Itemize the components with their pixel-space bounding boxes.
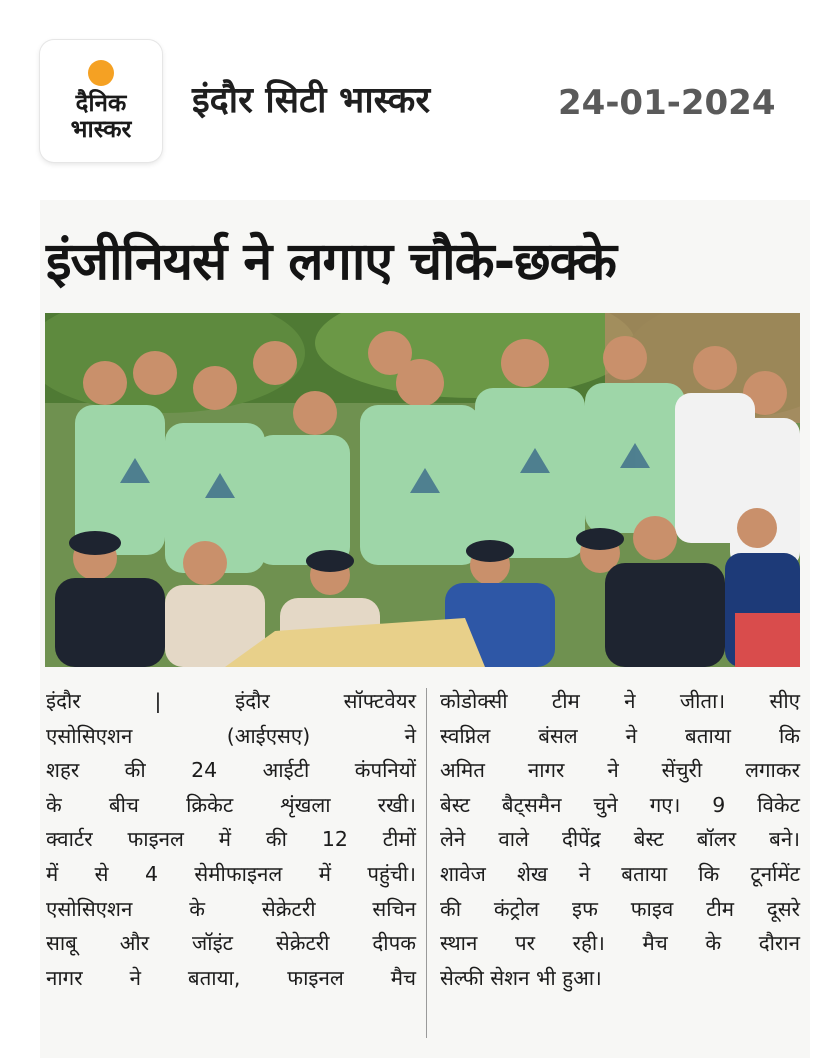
article-line: इंदौर | इंदौर सॉफ्टवेयर bbox=[46, 689, 416, 713]
article-line: क्वार्टर फाइनल में की 12 टीमों bbox=[46, 827, 416, 852]
article-line: स्वप्निल बंसल ने बताया कि bbox=[440, 723, 800, 748]
edition-title: इंदौर सिटी भास्कर bbox=[192, 80, 431, 121]
article-line: शावेज शेख ने बताया कि टूर्नामेंट bbox=[440, 861, 800, 886]
article-line: में से 4 सेमीफाइनल में पहुंची। bbox=[46, 861, 416, 886]
article-line: शहर की 24 आईटी कंपनियों bbox=[46, 758, 416, 783]
article-line: कोडोक्सी टीम ने जीता। सीए bbox=[440, 689, 800, 713]
article-line: साबू और जॉइंट सेक्रेटरी दीपक bbox=[46, 931, 416, 956]
logo-line-1: दैनिक bbox=[75, 89, 127, 117]
article-line: बेस्ट बैट्समैन चुने गए। 9 विकेट bbox=[440, 792, 800, 817]
article-line: लेने वाले दीपेंद्र बेस्ट बॉलर बने। bbox=[440, 827, 800, 852]
article-line: की कंट्रोल इफ फाइव टीम दूसरे bbox=[440, 896, 800, 921]
article-line: के बीच क्रिकेट शृंखला रखी। bbox=[46, 792, 416, 817]
column-divider bbox=[426, 688, 427, 1038]
article-headline: इंजीनियर्स ने लगाए चौके-छक्के bbox=[46, 232, 616, 292]
team-photo-illustration bbox=[45, 313, 800, 667]
dainik-bhaskar-logo bbox=[40, 40, 162, 162]
article-line: स्थान पर रही। मैच के दौरान bbox=[440, 931, 800, 956]
article-line: सेल्फी सेशन भी हुआ। bbox=[440, 965, 602, 990]
sun-icon bbox=[88, 60, 114, 86]
article-right-column bbox=[440, 684, 800, 995]
team-photo bbox=[45, 313, 800, 667]
publication-date: 24-01-2024 bbox=[558, 83, 776, 123]
article-line: एसोसिएशन (आईएसए) ने bbox=[46, 723, 416, 748]
logo-line-2: भास्कर bbox=[70, 115, 132, 143]
article-line: अमित नागर ने सेंचुरी लगाकर bbox=[440, 758, 800, 783]
article-line: नागर ने बताया, फाइनल मैच bbox=[46, 965, 416, 990]
article-line: एसोसिएशन के सेक्रेटरी सचिन bbox=[46, 896, 416, 921]
article-left-column bbox=[46, 684, 416, 995]
header bbox=[0, 0, 822, 185]
